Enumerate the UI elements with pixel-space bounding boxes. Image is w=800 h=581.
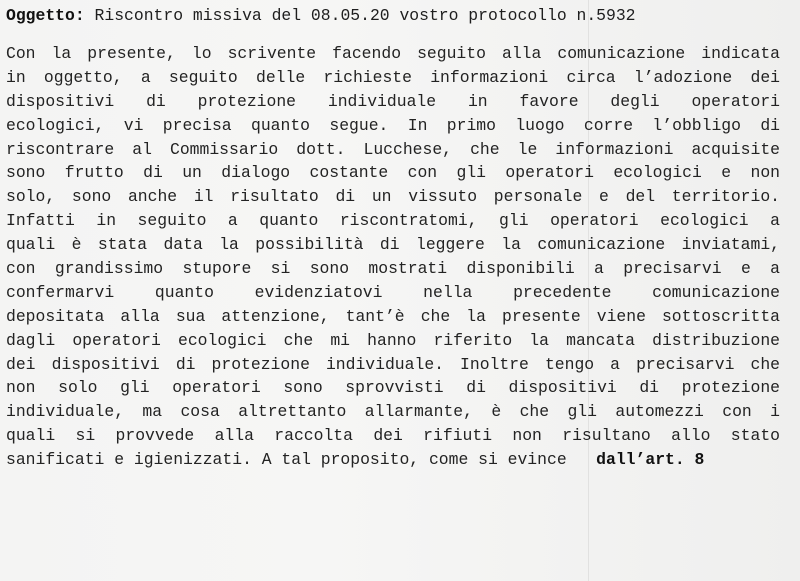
body-line: in oggetto, a seguito delle richieste informazioni circa l’adozione dei [6,67,780,87]
body-line: confermarvi quanto evidenziatovi nella precedente comunicazione [6,282,780,302]
body-line: depositata alla sua attenzione, tant’è che la presente viene sottoscritta [6,306,780,326]
body-line: con grandissimo stupore si sono mostrati disponibili a precisarvi e a [6,259,780,279]
body-line: individuale, ma cosa altrettanto allarmante, è che gli automezzi con i [6,402,780,422]
body-last-line [6,448,780,472]
body-line: dispositivi di protezione individuale in favore degli operatori [6,91,780,111]
body-line: quali si provvede alla raccolta dei rifiuti non risultano allo stato [6,426,780,446]
body-line: riscontrare al Commissario dott. Lucchese, che le informazioni acquisite [6,139,780,159]
subject-line [6,6,796,26]
article-reference: dall’art. 8 [596,450,705,470]
body-line: solo, sono anche il risultato di un vissuto personale e del territorio. [6,187,780,207]
body-last-line-text: sanificati e igienizzati. A tal proposito, come si evince [6,450,567,470]
subject-text: Riscontro missiva del 08.05.20 vostro protocollo n.5932 [84,6,636,25]
body-line: Infatti in seguito a quanto riscontratomi, gli operatori ecologici a [6,211,780,231]
letter-body [6,42,780,472]
body-line: quali è stata data la possibilità di leggere la comunicazione inviatami, [6,235,780,255]
body-line: dei dispositivi di protezione individuale. Inoltre tengo a precisarvi che [6,354,780,374]
body-line: ecologici, vi precisa quanto segue. In primo luogo corre l’obbligo di [6,115,780,135]
body-line: non solo gli operatori sono sprovvisti di dispositivi di protezione [6,378,780,398]
subject-label: Oggetto: [6,6,85,25]
body-line: Con la presente, lo scrivente facendo seguito alla comunicazione indicata [6,44,780,63]
body-line: dagli operatori ecologici che mi hanno riferito la mancata distribuzione [6,330,780,350]
body-line: sono frutto di un dialogo costante con gli operatori ecologici e non [6,163,780,183]
